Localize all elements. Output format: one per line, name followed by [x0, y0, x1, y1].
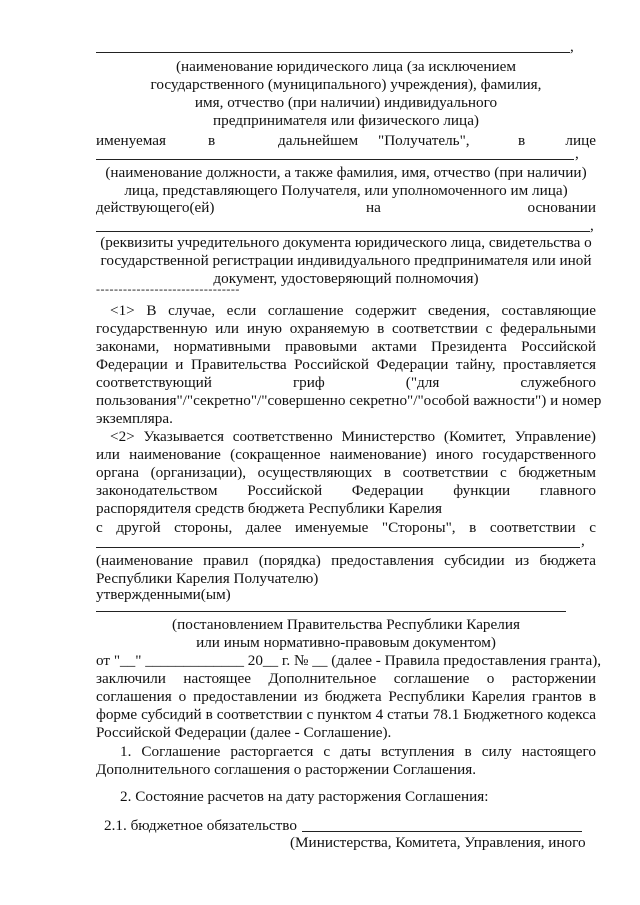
- footnote1-line3: законами, нормативными правовыми актами Президента Российской: [96, 338, 596, 355]
- approval-note-line1: (постановлением Правительства Республики Карелия: [172, 616, 520, 633]
- acting-word-2: на: [366, 199, 381, 216]
- basis-note-line1: (реквизиты учредительного документа юридического лица, свидетельства о: [100, 234, 592, 251]
- footnote2-line2: или наименование (сокращенное наименование) иного государственного: [96, 446, 596, 463]
- approved-by-line: утвержденными(ым): [96, 586, 231, 603]
- concluded-line3: форме субсидий в соответствии с пунктом 4 статьи 78.1 Бюджетного кодекса: [96, 706, 596, 723]
- named-word-2: в: [208, 132, 216, 149]
- comma: ,: [570, 38, 574, 55]
- concluded-line4: Российской Федерации (далее - Соглашение).: [96, 724, 392, 741]
- footnote1-line1: <1> В случае, если соглашение содержит сведения, составляющие: [110, 302, 596, 319]
- approval-note-line2: или иным нормативно-правовым документом): [196, 634, 496, 651]
- acting-word-3: основании: [527, 199, 596, 216]
- named-word-1: именуемая: [96, 132, 166, 149]
- acting-word-1: действующего(ей): [96, 199, 215, 216]
- blank-line-rules: [96, 547, 580, 548]
- footnote2-line3: органа (организации), осуществляющих в соответствии с бюджетным: [96, 464, 596, 481]
- concluded-line2: соглашения о предоставлении из бюджета Республики Карелия грантов в: [96, 688, 596, 705]
- date-line: от "__" _____________ 20__ г. № __ (далее - Правила предоставления гранта),: [96, 652, 602, 669]
- footnote1-line4: Федерации и Правительства Российской Федерации тайну, проставляется: [96, 356, 596, 373]
- named-word-3: дальнейшем: [278, 132, 359, 149]
- recipient-note-line3: имя, отчество (при наличии) индивидуального: [194, 94, 498, 111]
- recipient-note-line2: государственного (муниципального) учреждения), фамилия,: [150, 76, 542, 93]
- blank-line-recipient-name: [96, 52, 570, 53]
- clause2-heading: 2. Состояние расчетов на дату расторжения Соглашения:: [120, 788, 489, 805]
- ministry-note: (Министерства, Комитета, Управления, иного: [290, 834, 586, 851]
- footnote1-line2: государственную или иную охраняемую в соответствии с федеральными: [96, 320, 596, 337]
- concluded-line1: заключили настоящее Дополнительное соглашение о расторжении: [96, 670, 596, 687]
- other-side-line: с другой стороны, далее именуемые "Стороны", в соответствии с: [96, 519, 596, 536]
- rules-note-line1: (наименование правил (порядка) предоставления субсидии из бюджета: [96, 552, 596, 569]
- footnote2-line4: законодательством Российской Федерации функции главного: [96, 482, 596, 499]
- footnote-separator: --------------------------------: [96, 282, 240, 296]
- rules-note-line2: Республики Карелия Получателю): [96, 570, 319, 587]
- basis-note-line2: государственной регистрации индивидуального предпринимателя или иной: [100, 252, 592, 269]
- footnote2-line1: <2> Указывается соответственно Министерство (Комитет, Управление): [110, 428, 596, 445]
- footnote1-line7: экземпляра.: [96, 410, 173, 427]
- clause1-line1: 1. Соглашение расторгается с даты вступления в силу настоящего: [120, 743, 596, 760]
- blank-line-representative: [96, 159, 574, 160]
- footnote1-line5: соответствующий гриф ("для служебного: [96, 374, 596, 391]
- representative-note-line1: (наименование должности, а также фамилия, имя, отчество (при наличии): [105, 164, 587, 181]
- comma-4: ,: [581, 532, 585, 549]
- basis-note-line3: документ, удостоверяющий полномочия): [213, 270, 479, 287]
- recipient-note-line4: предпринимателя или физического лица): [213, 112, 479, 129]
- named-word-5: в: [518, 132, 526, 149]
- blank-line-basis: [96, 231, 590, 232]
- comma-3: ,: [590, 217, 594, 234]
- clause21-line: 2.1. бюджетное обязательство: [104, 817, 297, 834]
- recipient-note-line1: (наименование юридического лица (за исключением: [175, 58, 517, 75]
- comma-2: ,: [575, 145, 579, 162]
- clause1-line2: Дополнительного соглашения о расторжении Соглашения.: [96, 761, 477, 778]
- blank-line-budget-obligation: [302, 831, 582, 832]
- named-word-6: лице: [565, 132, 596, 149]
- footnote2-line5: распорядителя средств бюджета Республики Карелия: [96, 500, 443, 517]
- footnote1-line6: пользования"/"секретно"/"совершенно секретно"/"особой важности") и номер: [96, 392, 602, 409]
- named-word-4: "Получатель",: [378, 132, 470, 149]
- blank-line-approval: [96, 611, 566, 612]
- representative-note-line2: лица, представляющего Получателя, или уполномоченного им лица): [124, 182, 568, 199]
